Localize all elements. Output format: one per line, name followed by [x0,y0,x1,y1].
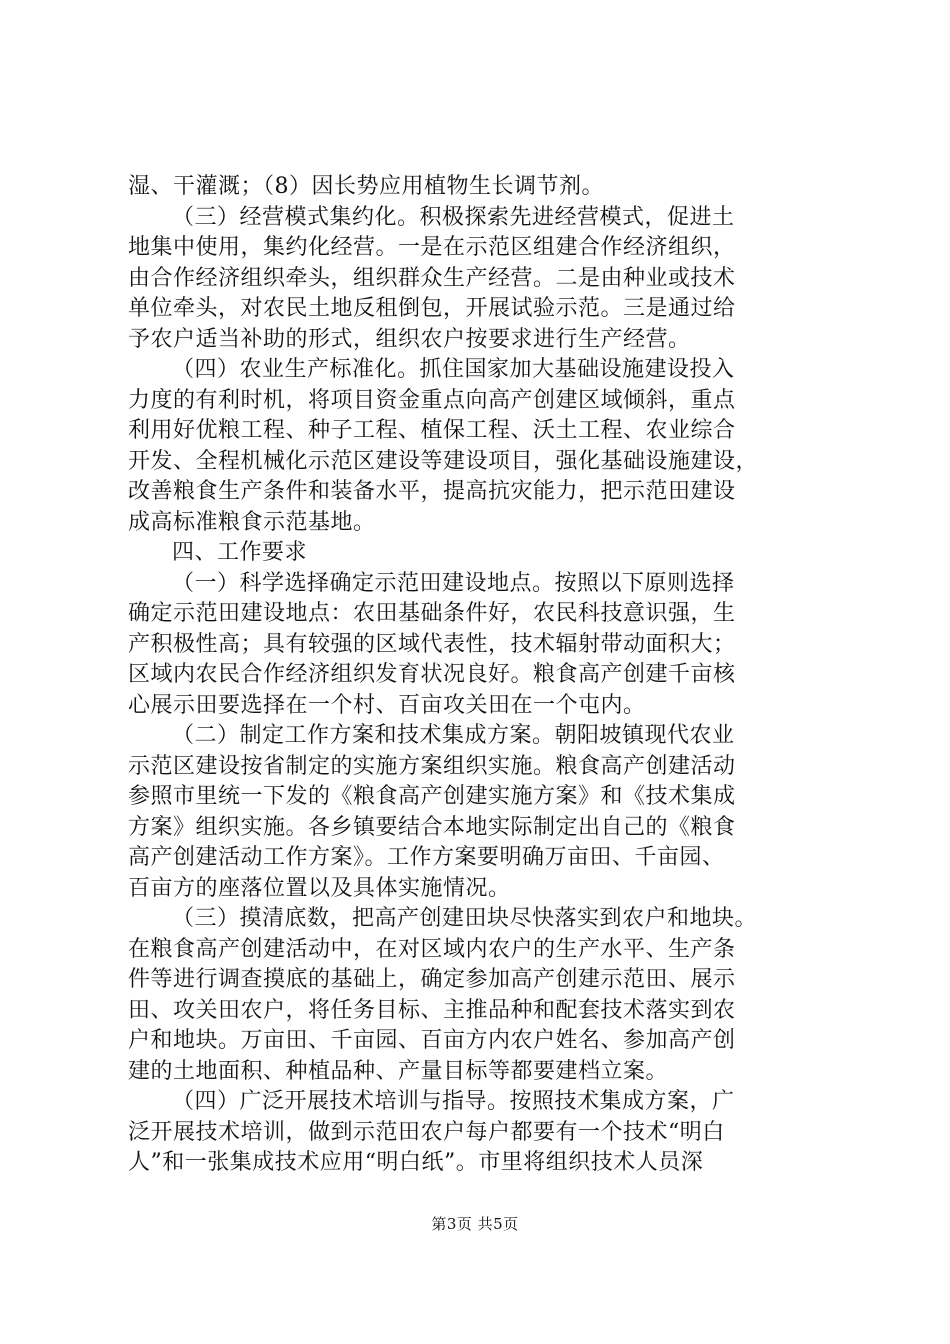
text-line: （四）广泛开展技术培训与指导。按照技术集成方案，广 [172,1089,735,1114]
text-line: 区域内农民合作经济组织发育状况良好。粮食高产创建千亩核 [128,662,736,687]
text-line: 单位牵头，对农民土地反租倒包，开展试验示范。三是通过给 [128,296,736,321]
text-line: （三）经营模式集约化。积极探索先进经营模式，促进土 [172,204,735,230]
text-line: 高产创建活动工作方案》。工作方案要明确万亩田、千亩园、 [128,845,725,870]
text-line: 人”和一张集成技术应用“明白纸”。市里将组织技术人员深 [128,1150,704,1175]
text-line: 在粮食高产创建活动中，在对区域内农户的生产水平、生产条 [128,936,736,962]
text-line: 方案》组织实施。各乡镇要结合本地实际制定出自己的《粮食 [128,814,736,840]
text-line: 参照市里统一下发的《粮食高产创建实施方案》和《技术集成 [128,784,736,809]
text-line: 田、攻关田农户，将任务目标、主推品种和配套技术落实到农 [128,997,736,1023]
text-line: 产积极性高；具有较强的区域代表性，技术辐射带动面积大； [128,631,736,657]
text-line: （四）农业生产标准化。抓住国家加大基础设施建设投入 [172,357,735,382]
text-line: 确定示范田建设地点：农田基础条件好，农民科技意识强，生 [128,601,736,626]
text-line: 改善粮食生产条件和装备水平，提高抗灾能力，把示范田建设 [128,479,736,504]
text-line: 建的土地面积、种植品种、产量目标等都要建档立案。 [128,1058,669,1084]
text-line: 心展示田要选择在一个村、百亩攻关田在一个屯内。 [128,692,646,718]
page-footer: 第3页 共5页 [431,1215,519,1233]
text-line: （三）摸清底数，把高产创建田块尽快落实到农户和地块。 [172,906,758,931]
text-line: （二）制定工作方案和技术集成方案。朝阳坡镇现代农业 [172,723,735,748]
text-line: 示范区建设按省制定的实施方案组织实施。粮食高产创建活动 [128,753,736,779]
text-line: 件等进行调查摸底的基础上，确定参加高产创建示范田、展示 [128,967,736,992]
text-line: 成高标准粮食示范基地。 [128,509,376,535]
document-body [128,172,834,1179]
text-line: （一）科学选择确定示范田建设地点。按照以下原则选择 [172,570,735,596]
text-line: 地集中使用，集约化经营。一是在示范区组建合作经济组织， [128,235,736,260]
text-line: 予农户适当补助的形式，组织农户按要求进行生产经营。 [128,326,691,352]
text-line: 开发、全程机械化示范区建设等建设项目，强化基础设施建设， [128,448,759,474]
text-line: 力度的有利时机，将项目资金重点向高产创建区域倾斜，重点 [128,387,736,413]
text-line: 四、工作要求 [172,540,308,565]
text-line: 由合作经济组织牵头，组织群众生产经营。二是由种业或技术 [128,265,736,291]
text-line: 泛开展技术培训，做到示范田农户每户都要有一个技术“明白 [128,1119,725,1145]
text-line: 湿、干灌溉；（8）因长势应用植物生长调节剂。 [128,174,604,199]
text-line: 利用好优粮工程、种子工程、植保工程、沃土工程、农业综合 [128,418,736,443]
text-line: 百亩方的座落位置以及具体实施情况。 [128,875,511,901]
text-line: 户和地块。万亩田、千亩园、百亩方内农户姓名、参加高产创 [128,1028,736,1053]
